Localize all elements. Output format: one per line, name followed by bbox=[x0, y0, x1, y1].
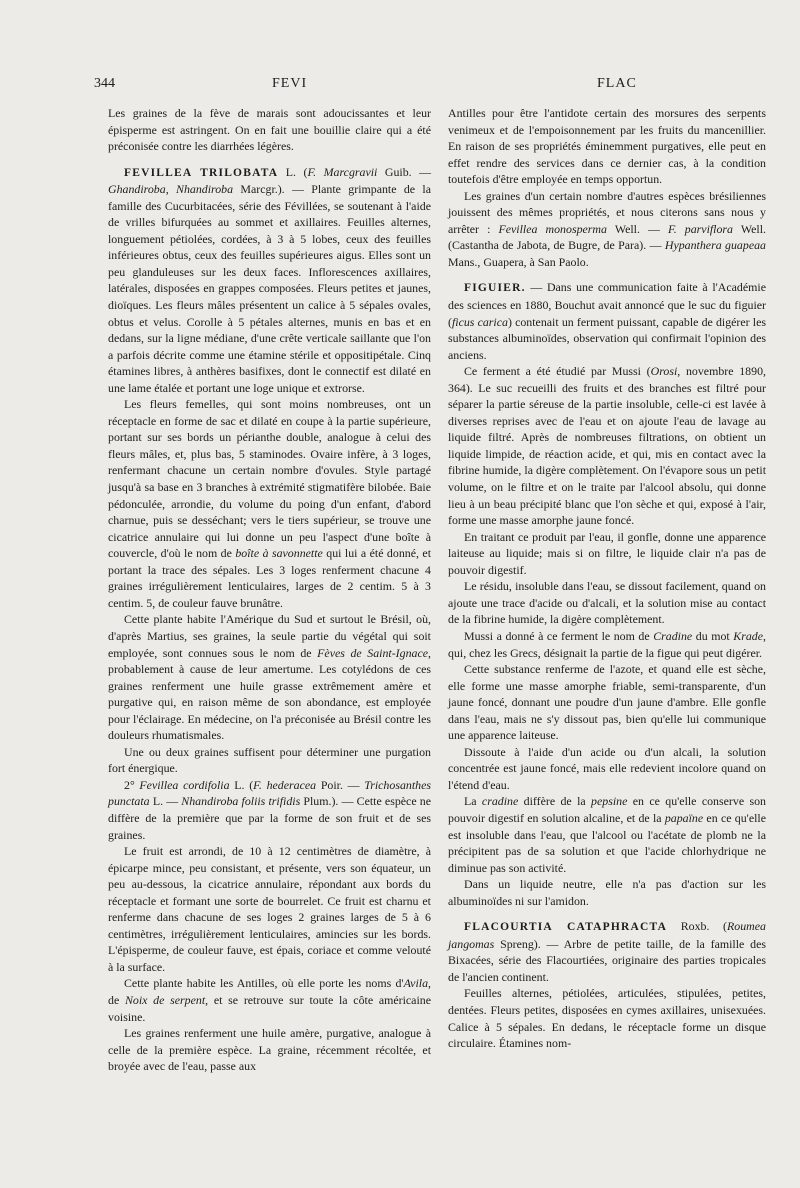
paragraph: Les fleurs femelles, qui sont moins nombreuses, ont un réceptacle en forme de sac et dilaté en coupe à la partie supérieure, portant sur ses bords un périanthe double, analogue à celui des fleurs mâles, et, plus bas, 5 staminodes. Ovaire infère, à 3 loges, renfermant chacune un certain nombre d'ovules. Style partagé jusqu'à sa base en 3 branches à extrémité stigmatifère bilobée. Baie pédonculée, arrondie, du volume du poing d'un enfant, d'abord charnue, puis se desséchant; vers le tiers supérieur, se trouve une cicatrice annulaire qui lui donne un peu l'aspect d'une boîte à couvercle, d'où le nom de boîte à savonnette qui lui a été donné, et portant la trace des sépales. Les 3 loges renferment chacune 4 graines irrégulièrement lenticulaires, larges de 2 centim. 5 à 3 centim. 5, de couleur fauve brunâtre. bbox=[108, 397, 431, 610]
header-right-word: FLAC bbox=[597, 76, 637, 91]
paragraph: En traitant ce produit par l'eau, il gonfle, donne une apparence laiteuse au liquide; mais si on filtre, le liquide clair n'a pas de pouvoir digestif. bbox=[448, 529, 766, 577]
paragraph: Dissoute à l'aide d'un acide ou d'un alcali, la solution concentrée est jaune foncé, mais elle redevient incolore quand on l'étend d'eau. bbox=[448, 744, 766, 792]
running-header bbox=[0, 76, 800, 100]
headword: FEVILLEA TRILOBATA bbox=[124, 166, 279, 179]
page-number: 344 bbox=[94, 76, 115, 91]
paragraph: Antilles pour être l'antidote certain des morsures des serpents venimeux et de l'empoisonnement par les fruits du mancenillier. En raison de ses propriétés éminemment purgatives, elle peut en effet rendre des services dans ce dernier cas, à la condition toutefois d'être employée en temps opportun. bbox=[448, 106, 766, 187]
paragraph: Cette substance renferme de l'azote, et quand elle est sèche, elle forme une masse amorphe friable, semi-transparente, d'un jaune foncé, donnant une poudre d'un jaune d'ambre. Elle gonfle dans l'eau, mais ne s'y dissout pas, bien qu'elle lui communique une apparence laiteuse. bbox=[448, 662, 766, 743]
headword: FIGUIER. bbox=[464, 282, 526, 295]
entry-flacourtia-cataphracta: FLACOURTIA CATAPHRACTA Roxb. (Roumea jangomas Spreng). — Arbre de petite taille, de la famille des Bixacées, série des Flacourtiées, originaire des parties tropicales de l'ancien continent. bbox=[448, 919, 766, 984]
paragraph: Les graines de la fève de marais sont adoucissantes et leur épisperme est astringent. On en fait une bouillie claire qui a été préconisée contre les diarrhées légères. bbox=[108, 106, 431, 154]
headword: FLACOURTIA CATAPHRACTA bbox=[464, 921, 668, 934]
paragraph: Une ou deux graines suffisent pour déterminer une purgation fort énergique. bbox=[108, 744, 431, 776]
header-left-word: FEVI bbox=[272, 76, 308, 91]
paragraph: Les graines d'un certain nombre d'autres espèces brésiliennes jouissent des mêmes propriétés, et nous citerons sans nous y arrêter : Fevillea monosperma Well. — F. parviflora Well. (Castantha de Jabota, de Bugre, de Para). — Hypanthera guapeaa Mans., Guapera, à San Paolo. bbox=[448, 188, 767, 269]
paragraph: 2° Fevillea cordifolia L. (F. hederacea Poir. — Trichosanthes punctata L. — Nhandiroba foliis trifidis Plum.). — Cette espèce ne diffère de la première que par la forme de son fruit et de ses graines. bbox=[108, 777, 431, 842]
paragraph: Cette plante habite l'Amérique du Sud et surtout le Brésil, où, d'après Martius, ses graines, la seule partie du végétal qui soit employée, sont connues sous le nom de Fèves de Saint-Ignace, probablement à cause de leur amertume. Les cotylédons de ces graines renferment une huile grasse extrêmement amère et purgative qui, en raison même de son abondance, est employée pour l'éclairage. En médecine, on l'a préconisée au Brésil contre les douleurs rhumatismales. bbox=[108, 612, 432, 743]
paragraph: Les graines renferment une huile amère, purgative, analogue à celle de la première espèce. La graine, récemment récoltée, et broyée avec de l'eau, passe aux bbox=[108, 1026, 431, 1074]
entry-figuier: FIGUIER. — Dans une communication faite à l'Académie des sciences en 1880, Bouchut avait annoncé que le suc du figuier (ficus carica) contenait un ferment puissant, capable de digérer les substances albuminoïdes, observation qui confirmait l'opinion des anciens. bbox=[448, 280, 766, 362]
paragraph: La cradine diffère de la pepsine en ce qu'elle conserve son pouvoir digestif en solution alcaline, et de la papaïne en ce qu'elle est insoluble dans l'eau, que l'alcool ou l'acétate de plomb ne la précipitent pas de sa solution et que l'acide chlorhydrique ne diminue pas son activité. bbox=[448, 794, 766, 875]
right-column bbox=[448, 105, 766, 1052]
paragraph: Mussi a donné à ce ferment le nom de Cradine du mot Krade, qui, chez les Grecs, désignait la partie de la figue qui peut digérer. bbox=[448, 628, 766, 660]
paragraph: Le fruit est arrondi, de 10 à 12 centimètres de diamètre, à épicarpe mince, peu consistant, et présente, vers son équateur, un peu au-dessous, la cicatrice annulaire, répondant aux bords du réceptacle et formant une sorte de bourrelet. Ce fruit est charnu et renferme dans chacune de ses loges 2 graines larges de 5 à 6 centimètres, irrégulièrement lenticulaires, amincies sur les bords. L'épisperme, de couleur fauve, est épais, coriace et comme velouté à la surface. bbox=[108, 844, 431, 974]
paragraph: Dans un liquide neutre, elle n'a pas d'action sur les albuminoïdes ni sur l'amidon. bbox=[448, 877, 766, 908]
paragraph: Ce ferment a été étudié par Mussi (Orosi, novembre 1890, 364). Le suc recueilli des fruits et des branches est filtré pour séparer la partie séreuse de la partie insoluble, celle-ci est lavée à diverses reprises avec de l'eau et on ajoute l'eau de lavage au liquide filtré. Après de nombreuses filtrations, on obtient un liquide limpide, de réaction acide, et qui, mis en contact avec la fibrine humide, la digère complètement. On l'évapore sous un petit volume, on le filtre et on le traite par l'alcool absolu, qui donne lieu à un beau précipité blanc que l'on sèche et qui, exposé à l'air, forme une masse amorphe jaune foncé. bbox=[448, 364, 766, 528]
paragraph: Feuilles alternes, pétiolées, articulées, stipulées, petites, dentées. Fleurs petites, disposées en cymes axillaires, unisexuées. Calice à 5 sépales. En dedans, le réceptacle forme un disque circulaire. Étamines nom- bbox=[448, 986, 766, 1051]
entry-fevillea-trilobata: FEVILLEA TRILOBATA L. (F. Marcgravii Guib. — Ghandiroba, Nhandiroba Marcgr.). — Plante grimpante de la famille des Cucurbitacées, série des Févillées, se soutenant à l'aide de vrilles bifurquées au sommet et axillaires. Feuilles alternes, longuement pétiolées, cordées, à 3 à 5 lobes, ceux des feuilles inférieures obtus, ceux des feuilles supérieures aigus. Elles sont un peu glanduleuses sur les deux faces. Inflorescences axillaires, latérales, disposées en grappes composées. Fleurs petites et jaunes, dioïques. Les fleurs mâles présentent un calice à 5 sépales ovales, obtus et velus. Corolle à 5 pétales alternes, munis en bas et en dedans, sur la ligne médiane, d'une crête verticale saillante que l'on a parfois décrite comme une étamine stérile et oppositipétale. Cinq étamines libres, à anthères basifixes, dont le connectif est dilaté en une lame étalée et portant une loge unique et extrorse. bbox=[108, 164, 431, 395]
paragraph: Cette plante habite les Antilles, où elle porte les noms d'Avila, de Noix de serpent, et se retrouve sur toute la côte américaine voisine. bbox=[108, 976, 431, 1024]
left-column bbox=[108, 105, 431, 1075]
paragraph: Le résidu, insoluble dans l'eau, se dissout facilement, quand on ajoute une trace d'acide ou d'alcali, et la solution mise au contact de la fibrine humide, la digère complètement. bbox=[448, 579, 766, 627]
